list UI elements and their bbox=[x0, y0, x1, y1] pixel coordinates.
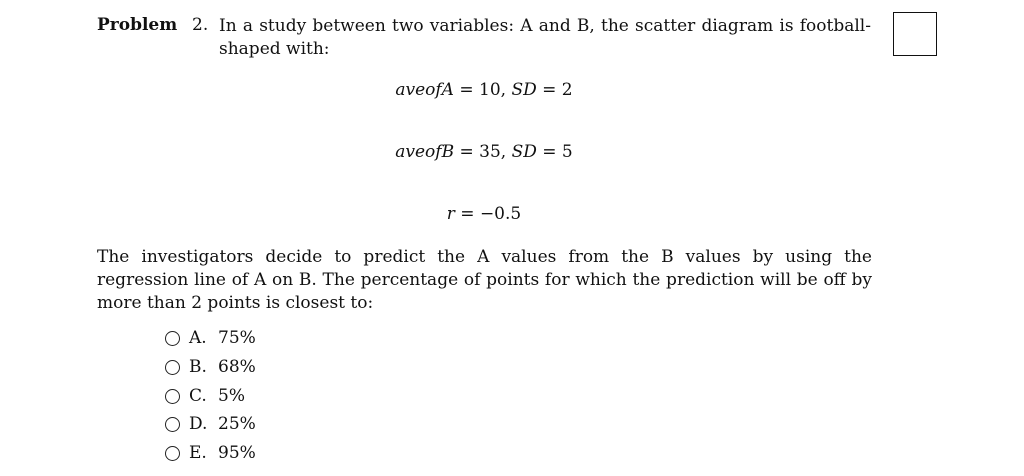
option-value: 75% bbox=[218, 328, 256, 348]
radio-button-icon[interactable] bbox=[165, 389, 180, 404]
equation-lhs: aveofA bbox=[395, 80, 454, 100]
problem-label: Problem bbox=[97, 15, 178, 35]
option-a[interactable] bbox=[165, 328, 256, 348]
problem-number: 2. bbox=[192, 15, 209, 35]
equation-r bbox=[0, 204, 968, 224]
option-d[interactable] bbox=[165, 414, 256, 434]
equation-value: = −0.5 bbox=[454, 204, 522, 224]
option-letter: E. bbox=[189, 443, 207, 463]
equation-ave-b bbox=[0, 142, 968, 162]
equation-value: = 35, bbox=[454, 142, 512, 162]
equation-sd: SD bbox=[511, 142, 537, 162]
radio-button-icon[interactable] bbox=[165, 360, 180, 375]
equation-ave-a bbox=[0, 80, 968, 100]
equation-sd: SD bbox=[511, 80, 537, 100]
option-letter: A. bbox=[189, 328, 207, 348]
equation-lhs: aveofB bbox=[395, 142, 455, 162]
option-letter: D. bbox=[189, 414, 208, 434]
option-e[interactable] bbox=[165, 443, 256, 463]
option-value: 25% bbox=[218, 414, 256, 434]
equation-sd-value: = 2 bbox=[536, 80, 573, 100]
option-letter: B. bbox=[189, 357, 207, 377]
question-text: The investigators decide to predict the A values from the B values by using the regression line of A on B. The percentage of points for which the prediction will be off by more than 2 points is closest to: bbox=[97, 247, 872, 313]
equation-value: = 10, bbox=[453, 80, 512, 100]
option-b[interactable] bbox=[165, 357, 256, 377]
radio-button-icon[interactable] bbox=[165, 446, 180, 461]
option-value: 68% bbox=[218, 357, 256, 377]
equation-lhs: r bbox=[446, 204, 455, 224]
option-value: 95% bbox=[218, 443, 256, 463]
answer-box[interactable] bbox=[893, 12, 937, 56]
problem-intro: In a study between two variables: A and B, the scatter diagram is football-shaped with: bbox=[219, 16, 871, 59]
option-letter: C. bbox=[189, 386, 207, 406]
option-value: 5% bbox=[218, 386, 245, 406]
radio-button-icon[interactable] bbox=[165, 417, 180, 432]
equation-sd-value: = 5 bbox=[536, 142, 573, 162]
option-c[interactable] bbox=[165, 386, 245, 406]
radio-button-icon[interactable] bbox=[165, 331, 180, 346]
